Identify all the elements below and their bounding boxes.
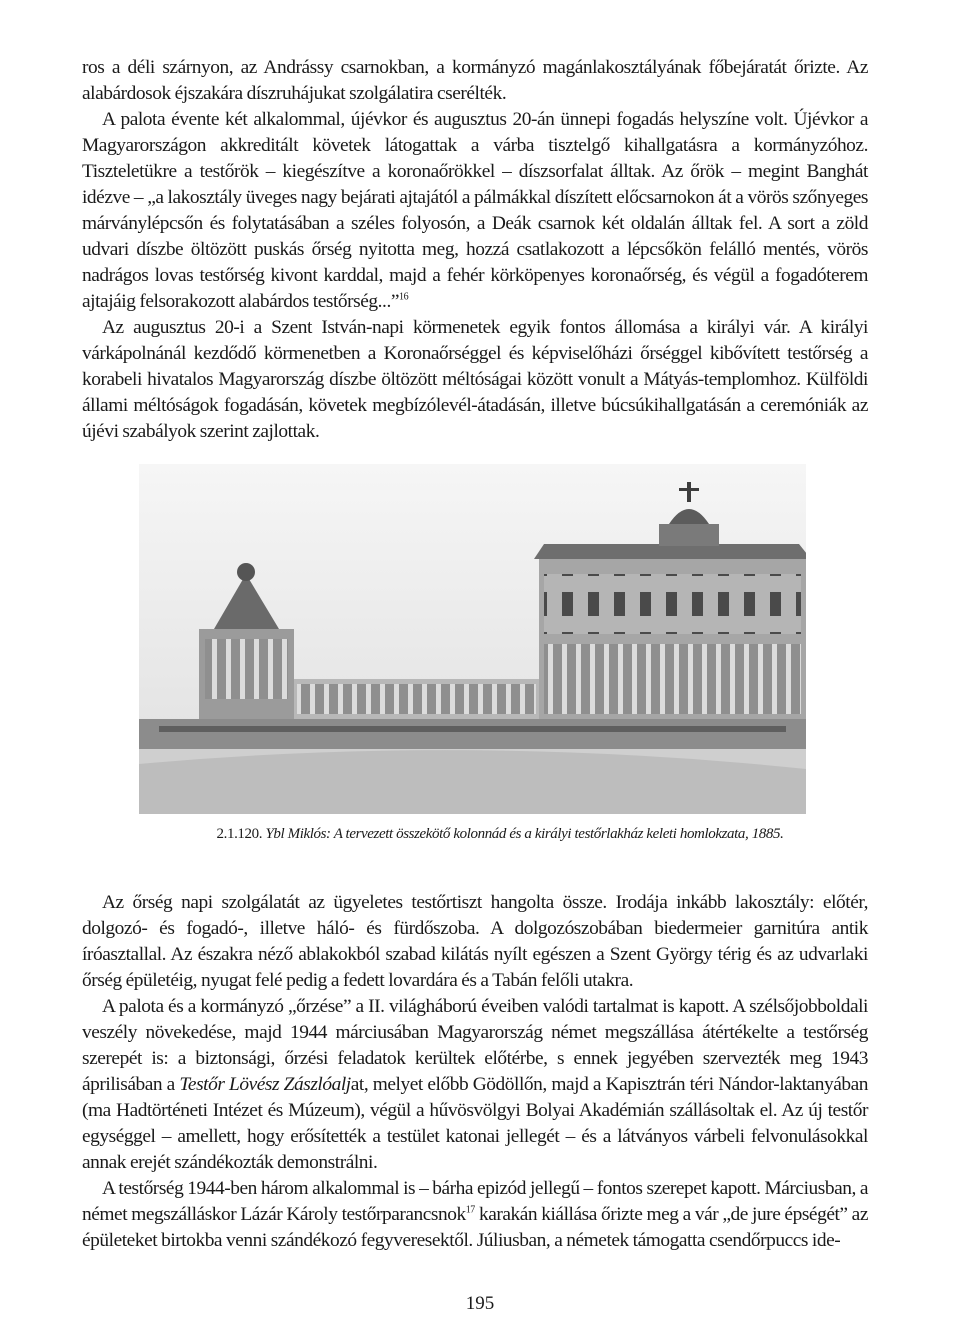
figure-caption: 2.1.120. Ybl Miklós: A tervezett összekötő kolonnád és a királyi testőrlakház keleti homlokzata, 1885. (216, 826, 784, 842)
body-text-top (82, 55, 868, 445)
paragraph: A testőrség 1944-ben három alkalommal is – bárha epizód jellegű – fontos szerepet kapott. Márciusban, a német megszálláskor Lázár Károly testőrparancsnok$^{17}$ karakán kiállása őrizte meg a vár „de jure épségét” az épületeket birtokba venni szándékozó fegyveresektől. Júliusban, a németek támogatta csendőrpuccs ide- (82, 1178, 868, 1251)
paragraph: Az augusztus 20-i a Szent István-napi körmenetek egyik fontos állomása a királyi vár. A királyi várkápolnánál kezdődő körmenetben a Koronaőrséggel és képviselőházi őrséggel kibővített testőrség a korabeli hivatalos Magyarország díszbe öltözött méltóságai között vonult a Mátyás-templomhoz. Külföldi állami méltóságok fogadásán, követek megbízólevél-átadásán, illetve búcsúkihallgatásán a ceremóniák az újévi szabályok szerint zajlottak. (82, 317, 868, 442)
palace-illustration (139, 464, 806, 814)
paragraph: ros a déli szárnyon, az Andrássy csarnokban, a kormányzó magánlakosztályának főbejáratát őrizte. Az alabárdosok éjszakára díszruhájukat szolgálatira cserélték. (82, 57, 868, 104)
body-text-bottom (82, 890, 868, 1254)
figure-palace-drawing (139, 464, 806, 814)
paragraph: A palota és a kormányzó „őrzése” a II. világháború éveiben valódi tartalmat is kapott. A szélsőjobboldali veszély növekedése, majd 1944 márciusában Magyarország német megszállása átértékelte a testőrség szerepét is: a biztonsági, őrzési feladatok kerültek előtérbe, s ennek jegyében szervezték meg 1943 áprilisában a Testőr Lövész Zászlóaljat, melyet előbb Gödöllőn, majd a Kapisztrán téri Nándor-laktanyában (ma Hadtörténeti Intézet és Múzeum), végül a hűvösvölgyi Bolyai Akadémián szállásoltak el. Az új testőr egységgel – amellett, hogy erősítették a testület katonai jellegét – és a látványos várbeli felvonulásokkal annak erejét szándékozták demonstrálni. (82, 996, 868, 1173)
paragraph: Az őrség napi szolgálatát az ügyeletes testőrtiszt hangolta össze. Irodája inkább lakosztály: előtér, dolgozó- és fogadó-, illetve háló- és fürdőszoba. A dolgozószobában biedermeier garnitúra antik íróasztallal. Az északra néző ablakokból szabad kilátás nyílt egészen a Szent György térig és az udvarlaki őrség épületéig, nyugat felé pedig a fedett lovardára és a Tabán felőli utakra. (82, 892, 868, 991)
paragraph: A palota évente két alkalommal, újévkor és augusztus 20-án ünnepi fogadás helyszíne volt. Újévkor a Magyarországon akkreditált követek látogattak a várba tisztelgő kihallgatásra a kormányzóhoz. Tiszteletükre a testőrök – kiegészítve a koronaőrökkel – díszsorfalat álltak. Az őrök – megint Banghát idézve – „a lakosztály üveges nagy bejárati ajtajától a pálmákkal díszített előcsarnokon át a vörös szőnyeges márványlépcsőn és folytatásában a széles folyosón, a Deák csarnok két oldalán álltak fel. A sort a zöld udvari díszbe öltözött puskás őrség nyitotta meg, hozzá csatlakozott a lépcsőkön felálló mentés, vörös nadrágos lovas testőrség kivont karddal, majd a fehér körköpenyes koronaőrség, és végül a fogadóterem ajtajáig felsorakozott alabárdos testőrség...”$^{16}$ (82, 109, 868, 312)
footnote-ref[interactable]: 17 (465, 1204, 475, 1216)
footnote-ref[interactable]: 16 (399, 291, 409, 303)
page-number: 195 (465, 1293, 495, 1314)
